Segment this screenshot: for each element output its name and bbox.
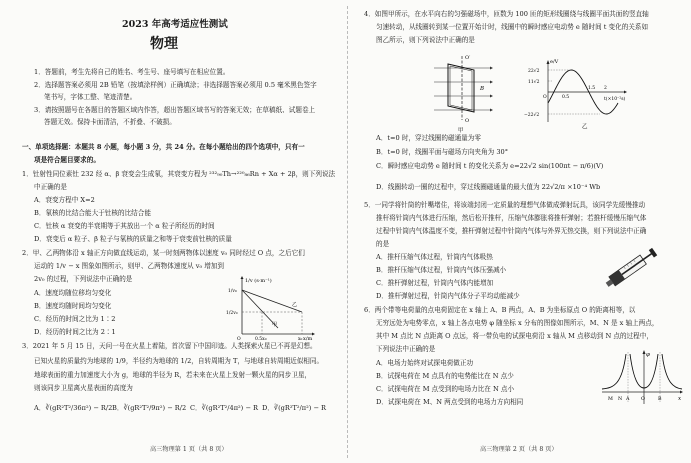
q4-ymax-label: 22√2 — [528, 69, 540, 74]
q2-option-a: A．速度均随位移均匀变化 — [34, 289, 112, 297]
q6-y-label: φ — [646, 352, 650, 358]
q3-option-b: B．∛(gR²T²/9π²) − R/2 — [112, 404, 187, 412]
q2-stem-c: 2v₀ 的过程，下列说法中正确的是 — [34, 275, 133, 283]
syringe-handle — [649, 248, 657, 258]
q4-option-a: A．t=0 时，穿过线圈的磁通量为零 — [376, 134, 481, 142]
q4-x-tick: 2 — [604, 86, 607, 91]
q2-line-yi — [242, 290, 302, 312]
q6-x-arrow — [680, 391, 683, 394]
q4-caption-b: 乙 — [582, 124, 588, 130]
page-2 — [350, 0, 691, 463]
q6-potential-graph — [600, 350, 686, 406]
q4-stem: 4．如图甲所示，在水平向右的匀强磁场中，匝数为 100 匝的矩形线圈绕与线圈平面共面的竖直轴 — [364, 10, 649, 18]
field-arrow — [490, 67, 493, 70]
q6-curve-left — [602, 354, 626, 389]
instruction-1: 1．答题前，考生先将自己的姓名、考生号、座号填写在相应位置。 — [34, 68, 230, 76]
q1-option-a: A．衰变方程中 X=2 — [34, 196, 95, 204]
q2-option-c: C．经历的时间之比为 1∶2 — [34, 315, 116, 323]
q4-ymid-label: 11√2 — [528, 80, 540, 85]
q2-line-yi-label: 乙 — [292, 302, 298, 308]
q2-x-tick-2: x₀ — [298, 337, 303, 342]
q4-stem-c: 图乙所示，则下列说法中正确的是 — [376, 36, 475, 44]
q2-origin: O — [237, 337, 241, 342]
q6-point-m: M — [608, 397, 613, 402]
q4-option-c: C．瞬时感应电动势 e 随时间 t 的变化关系为 e=22√2 sin(100πt − π/6)(V) — [376, 162, 604, 170]
q4-e-label: e/V — [550, 59, 559, 65]
section-1-heading-b: 项是符合题目要求的。 — [34, 156, 100, 164]
q4-origin: O — [543, 95, 547, 100]
q2-stem: 2．甲、乙两物体沿 x 轴正方向做直线运动，某一时刻两物体以速度 v₀ 同时经过 O 点，之后它们 — [22, 249, 305, 257]
q6-curve-right — [662, 354, 682, 389]
q5-stem: 5．一同学将针筒的针嘴堵住，将该端封闭一定质量的理想气体做成弹射玩具，该同学先缓慢推动 — [364, 201, 646, 209]
q6-stem-d: 下列说法中正确的是 — [376, 345, 436, 353]
q5-stem-c: 过程中针筒内气体温度不变，推杆弹射过程中针筒内气体与外界无热交换，则下列说法中正确 — [376, 227, 647, 235]
q2-x-label: x/m — [303, 336, 313, 342]
q6-stem-c: 其中 M 点比 N 点距离 O 点远，将一带负电的试探电荷沿 x 轴从 M 点移动到 N 点的过程中， — [376, 332, 653, 340]
q5-stem-d: 的是 — [376, 240, 390, 248]
q4-option-d: D．线圈转动一圈的过程中，穿过线圈磁通量的最大值为 22√2/π ×10⁻⁴ Wb — [376, 183, 601, 191]
q6-stem-b: 无穷远处为电势零点，x 轴上各点电势 φ 随坐标 x 分布的图像如图所示，M、N 是 x 轴上两点， — [376, 319, 659, 327]
q6-option-c: C．试探电荷在 M 点受到的电场力比在 N 点小 — [376, 385, 515, 393]
q2-x-arrow — [312, 333, 315, 336]
q4-caption-a: 甲 — [458, 128, 464, 134]
q1-option-d: D．衰变后 α 粒子、β 粒子与氡核的质量之和等于衰变前钍核的质量 — [34, 235, 232, 243]
q4-option-b: B．t=0 时，线圈平面与磁场方向夹角为 30° — [376, 148, 508, 156]
q3-stem-b: 已知火星的质量约为地球的 1/9，半径约为地球的 1/2，自转周期为 T，与地球自转周期近似相同。 — [34, 357, 324, 365]
instruction-2b: 笔书写，字体工整、笔迹清楚。 — [44, 93, 137, 101]
subject-title: 物理 — [150, 36, 178, 52]
q5-option-a: A．推杆压缩气体过程，针筒内气体吸热 — [376, 253, 493, 261]
q6-stem: 6．两个带等电荷量的点电荷固定在 x 轴上 A、B 两点，A、B 为坐标原点 O 的距离相等，以 — [364, 306, 636, 314]
page-1-footer: 高三物理第 1 页（共 8 页） — [150, 446, 228, 453]
q4-stem-b: 匀速转动，从线圈转到某一位置开始计时，线圈中的瞬时感应电动势 e 随时间 t 变化的关系如 — [376, 23, 649, 31]
field-arrow — [490, 109, 493, 112]
q6-option-d: D．试探电荷在 M、N 两点受到的电场力方向相同 — [376, 398, 524, 406]
q1-option-c: C．钍核 α 衰变的半衰期等于其放出一个 α 粒子所经历的时间 — [34, 222, 215, 230]
q2-y-top-label: 1/v₀ — [228, 289, 237, 294]
page-2-footer: 高三物理第 2 页（共 8 页） — [480, 446, 558, 453]
q3-option-a: A．∛(gR²T²/36π²) − R/2 — [34, 404, 113, 412]
exam-title: 2023 年高考适应性测试 — [122, 19, 228, 30]
q5-option-b: B．推杆压缩气体过程，针筒内气体压强减小 — [376, 266, 507, 274]
q3-option-d: D．∛(gR²T²/π²) − R — [262, 404, 326, 412]
instruction-3: 3．请按照题号在各题目的答题区域内作答，超出答题区域书写的答案无效；在草稿纸、试题卷上 — [34, 106, 316, 114]
q6-x-label: x — [678, 396, 682, 402]
coil-inner — [450, 66, 472, 110]
q6-point-n: N — [618, 397, 623, 402]
q6-point-b: B — [658, 397, 662, 402]
page-divider — [347, 6, 348, 458]
q2-option-d: D．经历的时间之比为 2∶1 — [34, 328, 116, 336]
q4-axis-top: O′ — [465, 55, 471, 61]
instruction-3b: 答题无效。保持卡面清洁，不折叠、不破损。 — [44, 118, 176, 126]
q4-x-tick: 1.5 — [588, 86, 596, 91]
q1-stem-b: 中正确的是 — [34, 183, 67, 191]
q6-point-a: A — [626, 397, 630, 402]
q5-stem-b: 推杆将针筒内气体进行压缩，然后松开推杆，压缩气体膨胀将推杆弹射；若推杆缓慢压缩气体 — [376, 214, 647, 222]
section-1-heading: 一、单项选择题：本题共 8 小题，每小题 3 分，共 24 分。在每小题给出的四个选项中，只有一 — [22, 143, 305, 151]
q4-figure-b — [524, 58, 630, 130]
q5-syringe-figure — [600, 238, 664, 296]
q4-t-label: t(×10⁻²s) — [604, 97, 626, 102]
q2-y-mid-label: 1/2v₀ — [226, 311, 238, 316]
q2-stem-b: 运动的 1/v − x 图象如图所示，则甲、乙两物体速度从 v₀ 增加到 — [34, 262, 224, 270]
q2-y-arrow — [241, 276, 244, 279]
q6-option-b: B．试探电荷在 M 点具有的电势能比在 N 点少 — [376, 372, 514, 380]
q2-line-jia-label: 甲 — [272, 322, 278, 328]
q6-option-a: A．电场力始终对试探电荷做正功 — [376, 359, 474, 367]
q6-origin: O — [641, 397, 645, 402]
q2-y-label: 1/v (s·m⁻¹) — [245, 278, 272, 284]
q4-ymin-label: −22√2 — [524, 113, 540, 118]
q3-stem-c: 地球表面的重力加速度大小为 g，地球的半径为 R，若未来在火星上发射一颗火星的同步卫星， — [34, 371, 312, 379]
q1-option-b: B．氡核的比结合能大于钍核的比结合能 — [34, 209, 151, 217]
field-arrow — [490, 95, 493, 98]
instruction-2: 2．选择题答案必须用 2B 铅笔（按填涂样例）正确填涂；非选择题答案必须用 0.5 毫米黑色签字 — [34, 81, 317, 89]
q5-option-d: D．推杆弹射过程，针筒内气体分子平均动能减少 — [376, 292, 520, 300]
q4-x-tick: 0.5 — [562, 95, 570, 100]
q1-stem: 1．钍射性同位素钍 232 经 α、β 衰变会生成氡，其衰变方程为 ²³²₉₀Th→²²⁰₈₆Rn + Xα + 2β，则下列说法 — [22, 170, 336, 178]
q3-stem: 3．2021 年 5 月 15 日，天问一号在火星上着陆，首次留下中国印迹。人类探索火星已不再是幻想。 — [22, 342, 317, 350]
q2-graph — [226, 276, 316, 342]
field-arrow — [490, 81, 493, 84]
q2-x-tick-1: 0.5x₀ — [255, 337, 267, 342]
q3-stem-d: 则该同步卫星离火星表面的高度为 — [34, 384, 133, 392]
q5-option-c: C．推杆弹射过程，针筒内气体内能增加 — [376, 279, 494, 287]
q2-option-b: B．速度均随时间均匀变化 — [34, 302, 112, 310]
q4-t-arrow — [624, 91, 627, 94]
q3-option-c: C．∛(gR²T²/4π²) − R — [190, 404, 258, 412]
coil — [448, 64, 474, 112]
q4-axis-bottom: O — [465, 118, 470, 124]
q4-field-label: B — [480, 86, 485, 92]
q4-figure-a — [430, 52, 496, 134]
syringe-rod — [622, 253, 653, 275]
